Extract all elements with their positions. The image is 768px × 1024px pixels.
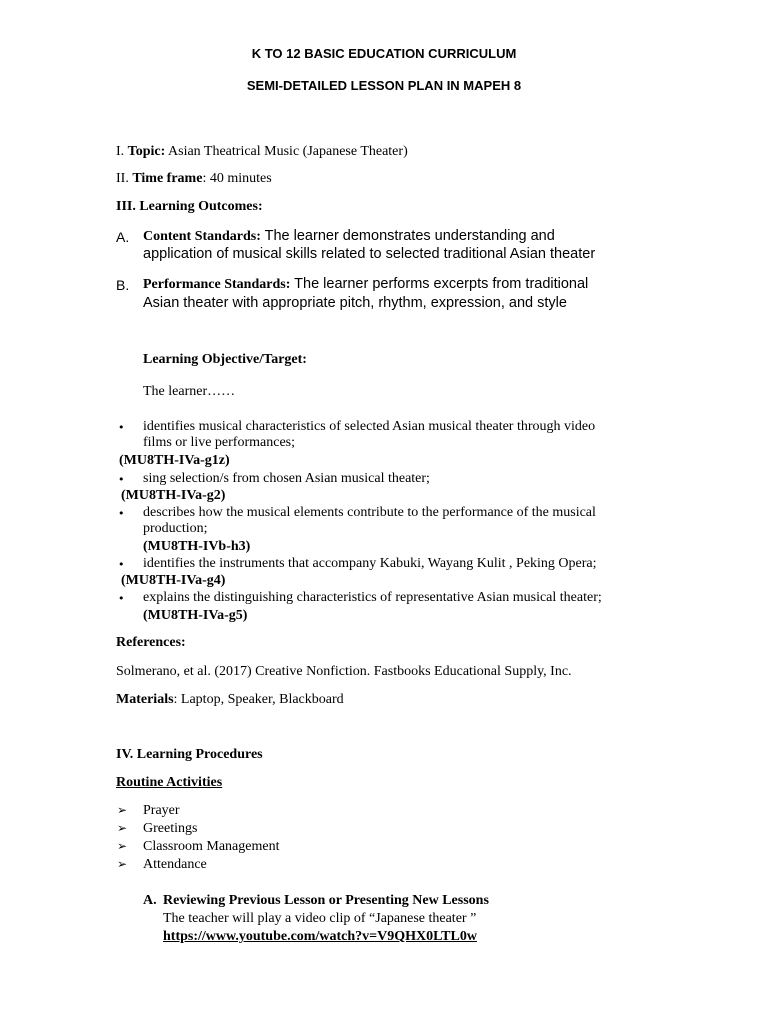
content-standards-marker: A. bbox=[116, 229, 130, 245]
reference-entry: Solmerano, et al. (2017) Creative Nonfiction. Fastbooks Educational Supply, Inc. bbox=[116, 664, 572, 679]
performance-standards-marker: B. bbox=[116, 277, 130, 293]
objective-3-line1: describes how the musical elements contribute to the performance of the musical bbox=[143, 505, 596, 520]
content-standards-line1 bbox=[143, 227, 555, 245]
objective-4-code: (MU8TH-IVa-g4) bbox=[121, 573, 226, 588]
time-frame-line bbox=[116, 171, 272, 187]
lesson-plan-title: SEMI-DETAILED LESSON PLAN IN MAPEH 8 bbox=[246, 78, 522, 93]
content-standards-text-2: application of musical skills related to selected traditional Asian theater bbox=[143, 246, 596, 262]
topic-value: Asian Theatrical Music (Japanese Theater) bbox=[165, 144, 408, 159]
performance-standards-line1 bbox=[143, 275, 588, 293]
objective-1-line2: films or live performances; bbox=[143, 435, 296, 450]
time-frame-label: Time frame bbox=[132, 171, 203, 186]
references-heading: References: bbox=[116, 635, 186, 650]
objective-3-line2: production; bbox=[143, 521, 208, 536]
routine-item: Prayer bbox=[143, 803, 180, 818]
performance-standards-label: Performance Standards: bbox=[143, 277, 291, 292]
section-a-title: Reviewing Previous Lesson or Presenting New Lessons bbox=[163, 893, 489, 908]
bullet-icon: • bbox=[118, 421, 125, 434]
objective-5-line1: explains the distinguishing characteristics of representative Asian musical theater; bbox=[143, 590, 602, 605]
topic-line bbox=[116, 144, 408, 160]
section-a-marker: A. bbox=[143, 893, 157, 908]
section-a-text: The teacher will play a video clip of “Japanese theater ” bbox=[163, 911, 477, 926]
learning-procedures-heading: IV. Learning Procedures bbox=[116, 747, 263, 762]
routine-item: Greetings bbox=[143, 821, 198, 836]
bullet-icon: • bbox=[118, 507, 125, 520]
materials-line bbox=[116, 692, 344, 708]
learning-objective-heading: Learning Objective/Target: bbox=[143, 352, 307, 367]
video-link[interactable]: https://www.youtube.com/watch?v=V9QHX0LTL0w bbox=[163, 929, 477, 944]
learner-intro: The learner…… bbox=[143, 384, 236, 399]
performance-standards-text-1: The learner performs excerpts from traditional bbox=[290, 276, 589, 292]
routine-activities-heading: Routine Activities bbox=[116, 775, 223, 790]
objective-2-line1: sing selection/s from chosen Asian musical theater; bbox=[143, 471, 430, 486]
performance-standards-text-2: Asian theater with appropriate pitch, rhythm, expression, and style bbox=[143, 295, 567, 311]
time-frame-value: : 40 minutes bbox=[202, 171, 272, 186]
topic-prefix: I. bbox=[116, 144, 128, 159]
routine-item: Attendance bbox=[143, 857, 207, 872]
objective-1-code: (MU8TH-IVa-g1z) bbox=[119, 453, 230, 468]
curriculum-title: K TO 12 BASIC EDUCATION CURRICULUM bbox=[251, 46, 517, 61]
objective-2-code: (MU8TH-IVa-g2) bbox=[121, 488, 226, 503]
materials-value: : Laptop, Speaker, Blackboard bbox=[173, 692, 344, 707]
arrow-bullet-icon: ➢ bbox=[117, 839, 128, 853]
objective-5-code: (MU8TH-IVa-g5) bbox=[143, 608, 248, 623]
bullet-icon: • bbox=[118, 473, 125, 486]
content-standards-label: Content Standards: bbox=[143, 229, 261, 244]
routine-item: Classroom Management bbox=[143, 839, 280, 854]
time-frame-prefix: II. bbox=[116, 171, 133, 186]
topic-label: Topic: bbox=[127, 144, 166, 159]
materials-label: Materials bbox=[116, 692, 174, 707]
bullet-icon: • bbox=[118, 592, 125, 605]
objective-3-code: (MU8TH-IVb-h3) bbox=[143, 539, 251, 554]
objective-4-line1: identifies the instruments that accompany Kabuki, Wayang Kulit , Peking Opera; bbox=[143, 556, 597, 571]
arrow-bullet-icon: ➢ bbox=[117, 803, 128, 817]
arrow-bullet-icon: ➢ bbox=[117, 857, 128, 871]
arrow-bullet-icon: ➢ bbox=[117, 821, 128, 835]
bullet-icon: • bbox=[118, 558, 125, 571]
objective-1-line1: identifies musical characteristics of selected Asian musical theater through video bbox=[143, 419, 596, 434]
learning-outcomes-heading: III. Learning Outcomes: bbox=[116, 199, 263, 214]
content-standards-text-1: The learner demonstrates understanding and bbox=[260, 228, 555, 244]
